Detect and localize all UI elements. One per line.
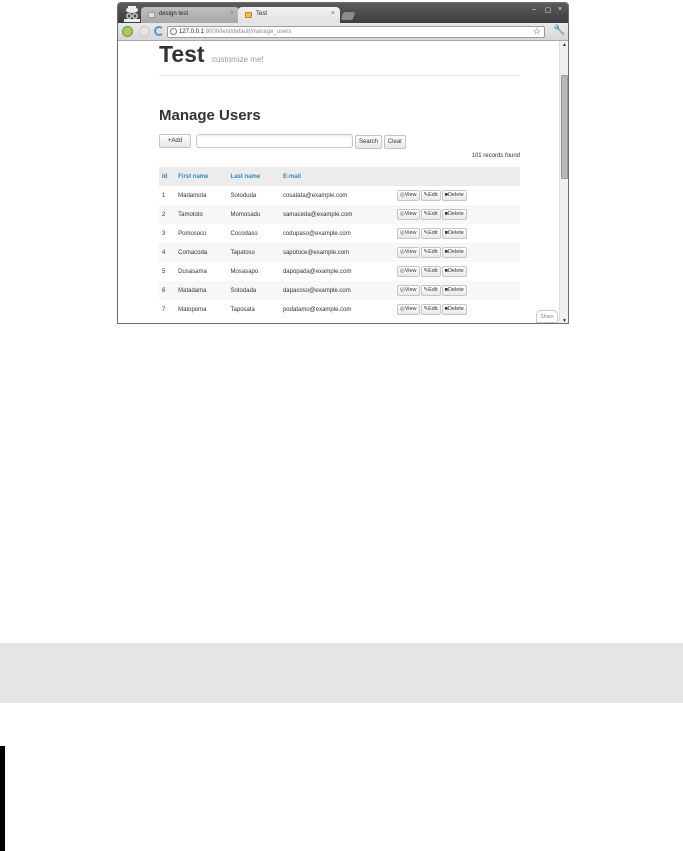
page-favicon-icon bbox=[245, 12, 252, 18]
cell-last-name: Momosadu bbox=[228, 205, 280, 224]
cell-id: 3 bbox=[162, 230, 166, 237]
wrench-menu-icon[interactable]: 🔧 bbox=[553, 25, 566, 36]
edit-button[interactable]: ✎Edit bbox=[421, 285, 441, 296]
delete-button[interactable]: ■Delete bbox=[442, 247, 467, 258]
cell-last-name: Tapatoso bbox=[228, 243, 280, 262]
delete-button[interactable]: ■Delete bbox=[442, 304, 467, 315]
table-row bbox=[159, 186, 520, 205]
cell-actions bbox=[394, 300, 520, 319]
cell-id: 6 bbox=[159, 281, 175, 300]
view-button[interactable]: ◎View bbox=[397, 285, 420, 296]
cell-actions bbox=[394, 205, 520, 224]
cell-first-name: Matopoma bbox=[178, 306, 207, 313]
site-tagline: customize me! bbox=[212, 55, 264, 64]
bookmark-star-icon[interactable]: ☆ bbox=[532, 26, 541, 36]
cell-id: 1 bbox=[162, 192, 166, 199]
users-table bbox=[159, 167, 520, 319]
cell-actions bbox=[394, 281, 520, 300]
edit-button[interactable]: ✎Edit bbox=[421, 247, 441, 258]
scroll-down-icon[interactable]: ▼ bbox=[562, 318, 567, 324]
tab-design-test[interactable] bbox=[141, 7, 239, 23]
reload-icon[interactable] bbox=[154, 26, 164, 36]
cell-first-name: Madamota bbox=[178, 192, 207, 199]
vertical-scrollbar[interactable] bbox=[559, 41, 569, 324]
cell-first-name: Dusasama bbox=[178, 268, 207, 275]
table-header-row bbox=[159, 167, 520, 186]
tab-test[interactable] bbox=[238, 7, 340, 23]
delete-button[interactable]: ■Delete bbox=[442, 209, 467, 220]
web-viewport bbox=[118, 41, 559, 324]
cell-last-name: Cocodaso bbox=[230, 230, 258, 237]
scrollbar-thumb[interactable] bbox=[561, 75, 568, 179]
cell-email: podatamo@example.com bbox=[282, 306, 352, 313]
view-button[interactable]: ◎View bbox=[397, 304, 420, 315]
cell-last-name: Sotoduda bbox=[230, 192, 257, 199]
view-button[interactable]: ◎View bbox=[397, 228, 420, 239]
cell-last-name: Taposata bbox=[230, 306, 255, 313]
cell-actions bbox=[394, 224, 520, 243]
share-button[interactable]: Share bbox=[536, 310, 558, 323]
table-row bbox=[159, 224, 520, 243]
table-body bbox=[159, 186, 520, 319]
delete-button[interactable]: ■Delete bbox=[442, 190, 467, 201]
back-icon[interactable] bbox=[122, 26, 133, 37]
cell-email: samaceda@example.com bbox=[280, 205, 394, 224]
edit-button[interactable]: ✎Edit bbox=[421, 228, 441, 239]
edit-button[interactable]: ✎Edit bbox=[421, 190, 441, 201]
forward-icon[interactable] bbox=[139, 26, 150, 37]
table-row bbox=[159, 262, 520, 281]
search-button[interactable]: Search bbox=[355, 135, 382, 149]
cell-id: 7 bbox=[162, 306, 166, 313]
view-button[interactable]: ◎View bbox=[397, 190, 420, 201]
edit-button[interactable]: ✎Edit bbox=[421, 304, 441, 315]
minimize-icon[interactable]: – bbox=[532, 6, 536, 13]
column-header-first-name[interactable]: First name bbox=[175, 167, 227, 186]
header-divider bbox=[159, 75, 520, 76]
search-input[interactable] bbox=[196, 134, 353, 148]
table-row bbox=[159, 281, 520, 300]
browser-toolbar bbox=[118, 23, 568, 41]
records-count: 101 records found bbox=[471, 153, 520, 159]
cell-actions bbox=[394, 186, 520, 205]
delete-button[interactable]: ■Delete bbox=[442, 228, 467, 239]
cell-id: 2 bbox=[159, 205, 175, 224]
cell-last-name: Mosasapo bbox=[230, 268, 259, 275]
delete-button[interactable]: ■Delete bbox=[442, 266, 467, 277]
column-header-actions bbox=[394, 167, 520, 186]
cell-email: dapopada@example.com bbox=[282, 268, 352, 275]
view-button[interactable]: ◎View bbox=[397, 209, 420, 220]
globe-icon bbox=[170, 28, 177, 35]
cell-actions bbox=[394, 243, 520, 262]
page-favicon-icon bbox=[148, 12, 155, 18]
incognito-icon bbox=[121, 4, 143, 22]
cell-email: sapotoce@example.com bbox=[280, 243, 394, 262]
tab-label: design test bbox=[159, 11, 189, 17]
edit-button[interactable]: ✎Edit bbox=[421, 209, 441, 220]
site-title[interactable]: Test bbox=[159, 41, 205, 67]
delete-button[interactable]: ■Delete bbox=[442, 285, 467, 296]
cell-first-name: Tamototo bbox=[175, 205, 227, 224]
column-header-last-name[interactable]: Last name bbox=[228, 167, 280, 186]
scroll-up-icon[interactable]: ▲ bbox=[562, 42, 567, 48]
table-row bbox=[159, 300, 520, 319]
column-header-id[interactable]: Id bbox=[159, 167, 175, 186]
left-edge-bar bbox=[0, 746, 5, 851]
cell-first-name: Comacoda bbox=[175, 243, 227, 262]
add-button[interactable]: +Add bbox=[159, 134, 191, 148]
view-button[interactable]: ◎View bbox=[397, 266, 420, 277]
table-row bbox=[159, 205, 520, 224]
edit-button[interactable]: ✎Edit bbox=[421, 266, 441, 277]
table-row bbox=[159, 243, 520, 262]
column-header-email[interactable]: E-mail bbox=[280, 167, 394, 186]
address-bar[interactable] bbox=[167, 26, 545, 38]
cell-id: 4 bbox=[159, 243, 175, 262]
cell-first-name: Matadama bbox=[175, 281, 227, 300]
cell-last-name: Sotodada bbox=[228, 281, 280, 300]
tab-label: Test bbox=[256, 11, 268, 17]
view-button[interactable]: ◎View bbox=[397, 247, 420, 258]
site-brand bbox=[159, 41, 264, 68]
page-title: Manage Users bbox=[159, 107, 261, 124]
cell-email: codupaso@example.com bbox=[282, 230, 351, 237]
url-host: 127.0.0.1 bbox=[179, 29, 205, 35]
clear-button[interactable]: Clear bbox=[384, 135, 406, 149]
gray-band bbox=[0, 643, 683, 703]
cell-email: dapacoso@example.com bbox=[280, 281, 394, 300]
maximize-icon[interactable]: ▢ bbox=[545, 7, 552, 14]
close-window-icon[interactable]: × bbox=[558, 6, 563, 13]
browser-window bbox=[117, 2, 569, 324]
cell-email: cosatata@example.com bbox=[282, 192, 348, 199]
close-tab-icon[interactable]: × bbox=[229, 10, 234, 17]
tab-strip bbox=[118, 3, 568, 23]
cell-actions bbox=[394, 262, 520, 281]
close-tab-icon[interactable]: × bbox=[330, 10, 335, 17]
url-path: :8000/test/default/manage_users bbox=[204, 29, 292, 35]
cell-first-name: Pomosoco bbox=[178, 230, 207, 237]
new-tab-button[interactable] bbox=[341, 12, 356, 20]
cell-id: 5 bbox=[162, 268, 166, 275]
